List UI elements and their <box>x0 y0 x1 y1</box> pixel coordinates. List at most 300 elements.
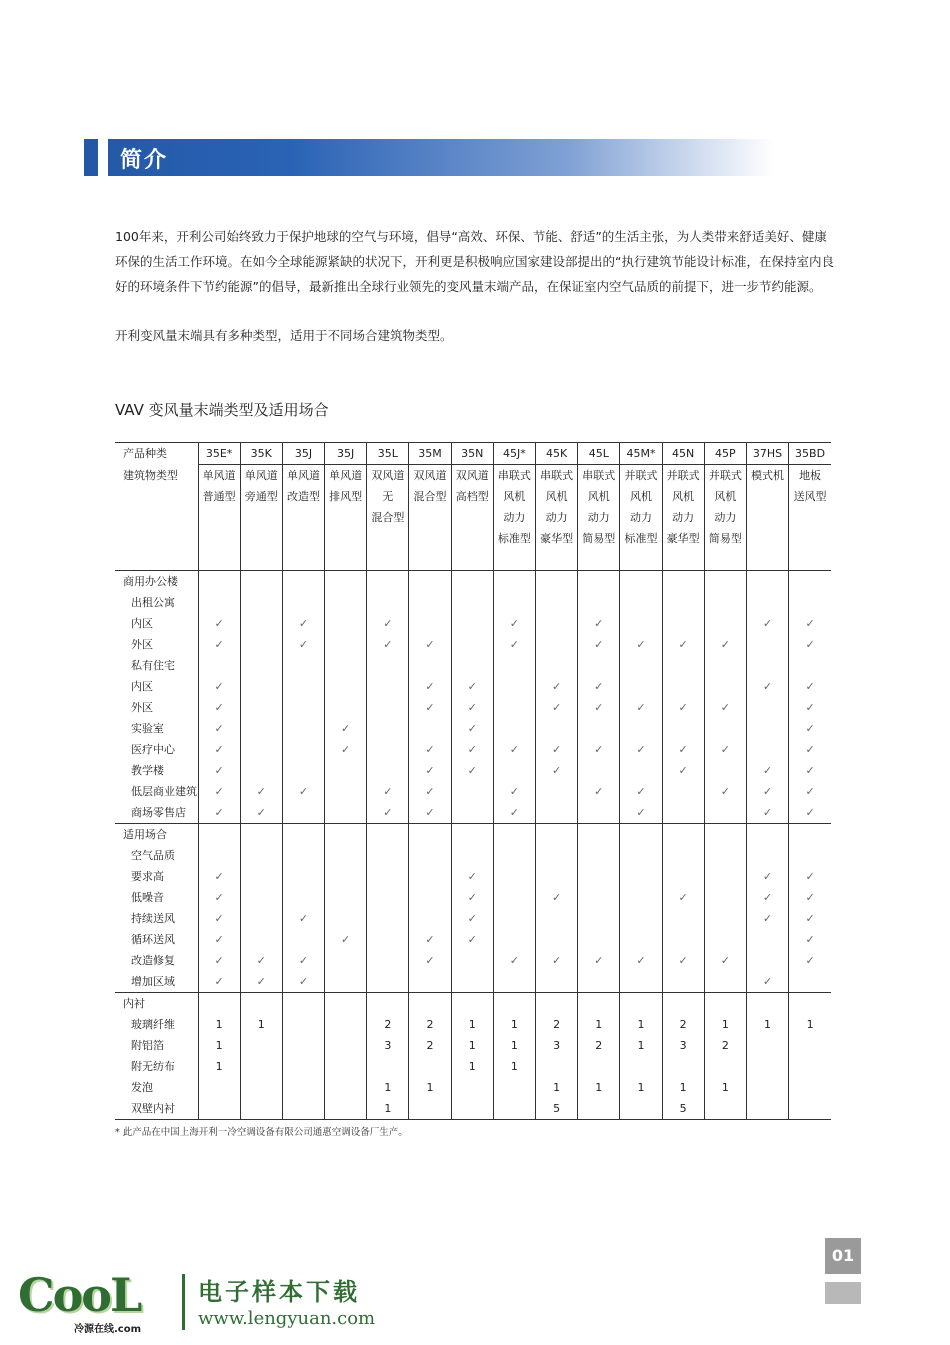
table-cell <box>198 571 240 593</box>
table-cell <box>325 571 367 593</box>
table-cell <box>409 908 451 929</box>
product-description-line: 单风道 <box>329 469 363 482</box>
table-cell <box>578 866 620 887</box>
intro-paragraph-2: 开利变风量末端具有多种类型，适用于不同场合建筑物类型。 <box>115 328 453 343</box>
table-cell <box>282 1056 324 1077</box>
table-cell <box>536 845 578 866</box>
check-mark: ✓ <box>325 739 367 760</box>
product-code: 45J* <box>493 443 535 465</box>
check-mark: ✓ <box>240 802 282 824</box>
table-cell <box>198 993 240 1015</box>
check-mark: ✓ <box>620 950 662 971</box>
check-mark: ✓ <box>198 739 240 760</box>
vav-type-table <box>115 442 831 1120</box>
row-label: 持续送风 <box>131 912 175 925</box>
product-code: 45M* <box>620 443 662 465</box>
table-cell <box>451 845 493 866</box>
table-cell <box>282 929 324 950</box>
table-cell <box>746 592 788 613</box>
table-cell <box>620 613 662 634</box>
check-mark: ✓ <box>789 887 831 908</box>
check-mark: ✓ <box>409 781 451 802</box>
table-cell <box>704 718 746 739</box>
product-description-line: 简易型 <box>708 532 742 545</box>
product-description <box>536 465 578 571</box>
table-cell <box>367 908 409 929</box>
table-cell <box>325 824 367 846</box>
check-mark: ✓ <box>746 971 788 993</box>
table-cell <box>536 655 578 676</box>
table-cell <box>536 908 578 929</box>
check-mark: ✓ <box>746 908 788 929</box>
table-cell <box>493 676 535 697</box>
check-mark: ✓ <box>198 802 240 824</box>
row-label: 出租公寓 <box>131 596 175 609</box>
table-cell <box>282 824 324 846</box>
table-cell: 1 <box>578 1077 620 1098</box>
table-cell <box>789 993 831 1015</box>
table-cell <box>240 908 282 929</box>
table-cell <box>282 718 324 739</box>
table-cell <box>662 1056 704 1077</box>
product-description-line: 单风道 <box>286 469 320 482</box>
table-cell <box>746 634 788 655</box>
row-label: 商场零售店 <box>131 806 186 819</box>
table-cell <box>451 971 493 993</box>
table-cell <box>451 571 493 593</box>
table-cell <box>240 697 282 718</box>
check-mark: ✓ <box>536 739 578 760</box>
table-cell: 1 <box>704 1014 746 1035</box>
product-description-line: 单风道 <box>244 469 278 482</box>
table-cell <box>409 845 451 866</box>
table-row <box>115 802 831 824</box>
table-cell <box>578 971 620 993</box>
table-cell <box>282 655 324 676</box>
product-description-line: 改造型 <box>286 490 320 503</box>
table-cell <box>240 866 282 887</box>
check-mark: ✓ <box>198 887 240 908</box>
table-cell <box>451 1098 493 1120</box>
product-description-line: 动力 <box>714 511 737 524</box>
check-mark: ✓ <box>789 760 831 781</box>
table-cell <box>704 676 746 697</box>
table-cell <box>704 929 746 950</box>
table-cell <box>746 571 788 593</box>
table-cell <box>536 993 578 1015</box>
product-description <box>746 465 788 571</box>
check-mark: ✓ <box>789 802 831 824</box>
row-label: 增加区域 <box>131 975 175 988</box>
check-mark: ✓ <box>789 718 831 739</box>
table-cell <box>282 571 324 593</box>
table-cell <box>704 592 746 613</box>
row-label: 空气品质 <box>131 849 175 862</box>
table-cell: 1 <box>620 1035 662 1056</box>
table-cell <box>536 592 578 613</box>
check-mark: ✓ <box>493 802 535 824</box>
table-cell <box>746 1098 788 1120</box>
product-description-line: 风机 <box>587 490 610 503</box>
check-mark: ✓ <box>451 697 493 718</box>
table-cell <box>578 929 620 950</box>
table-cell <box>493 1098 535 1120</box>
table-cell <box>493 592 535 613</box>
table-cell <box>704 993 746 1015</box>
table-cell: 1 <box>493 1014 535 1035</box>
check-mark: ✓ <box>325 929 367 950</box>
table-cell: 1 <box>620 1077 662 1098</box>
table-cell <box>704 866 746 887</box>
check-mark: ✓ <box>578 613 620 634</box>
product-description-line: 双风道 <box>413 469 447 482</box>
table-cell <box>282 739 324 760</box>
check-mark: ✓ <box>789 634 831 655</box>
table-cell: 1 <box>662 1077 704 1098</box>
row-label: 医疗中心 <box>131 743 175 756</box>
table-cell <box>325 1077 367 1098</box>
table-cell <box>704 887 746 908</box>
check-mark: ✓ <box>325 718 367 739</box>
check-mark: ✓ <box>789 697 831 718</box>
section-banner <box>84 139 774 176</box>
product-description-line: 风机 <box>629 490 652 503</box>
table-cell <box>704 908 746 929</box>
table-cell <box>282 1098 324 1120</box>
table-cell <box>746 950 788 971</box>
table-cell <box>662 571 704 593</box>
table-cell <box>578 993 620 1015</box>
product-description-line: 动力 <box>503 511 526 524</box>
table-cell: 1 <box>746 1014 788 1035</box>
check-mark: ✓ <box>620 634 662 655</box>
check-mark: ✓ <box>789 866 831 887</box>
table-cell <box>325 866 367 887</box>
product-code: 35BD <box>789 443 831 465</box>
table-cell <box>367 950 409 971</box>
check-mark: ✓ <box>789 781 831 802</box>
table-row <box>115 1056 831 1077</box>
table-cell <box>240 655 282 676</box>
check-mark: ✓ <box>746 887 788 908</box>
check-mark: ✓ <box>578 739 620 760</box>
table-cell <box>325 845 367 866</box>
table-cell <box>578 592 620 613</box>
check-mark: ✓ <box>451 760 493 781</box>
product-description <box>198 465 240 571</box>
table-cell <box>367 824 409 846</box>
table-cell: 1 <box>789 1014 831 1035</box>
product-description-line: 并联式 <box>666 469 700 482</box>
table-cell <box>451 655 493 676</box>
table-row <box>115 887 831 908</box>
table-cell <box>240 1098 282 1120</box>
check-mark: ✓ <box>578 781 620 802</box>
table-cell <box>325 781 367 802</box>
table-cell: 1 <box>198 1035 240 1056</box>
row-label: 实验室 <box>131 722 164 735</box>
table-cell <box>578 824 620 846</box>
check-mark: ✓ <box>409 929 451 950</box>
check-mark: ✓ <box>451 718 493 739</box>
row-label: 私有住宅 <box>131 659 175 672</box>
table-cell <box>282 802 324 824</box>
table-cell <box>620 718 662 739</box>
product-description-line: 并联式 <box>708 469 742 482</box>
product-description <box>704 465 746 571</box>
table-cell: 5 <box>662 1098 704 1120</box>
table-cell <box>493 866 535 887</box>
product-code: 45P <box>704 443 746 465</box>
check-mark: ✓ <box>662 634 704 655</box>
table-cell <box>367 929 409 950</box>
check-mark: ✓ <box>789 613 831 634</box>
section-title: 简介 <box>120 148 169 173</box>
table-cell <box>451 613 493 634</box>
product-description-line: 动力 <box>629 511 652 524</box>
table-cell <box>536 571 578 593</box>
check-mark: ✓ <box>662 739 704 760</box>
row-label: 外区 <box>131 701 153 714</box>
table-cell <box>620 993 662 1015</box>
check-mark: ✓ <box>282 613 324 634</box>
row-label: 附无纺布 <box>131 1060 175 1073</box>
product-description <box>620 465 662 571</box>
table-cell <box>620 1056 662 1077</box>
table-cell <box>536 781 578 802</box>
table-cell <box>662 802 704 824</box>
page-number-bar <box>825 1282 861 1304</box>
product-code: 35J <box>282 443 324 465</box>
table-row <box>115 971 831 993</box>
table-cell <box>325 1035 367 1056</box>
check-mark: ✓ <box>536 950 578 971</box>
table-cell <box>662 993 704 1015</box>
table-cell <box>789 845 831 866</box>
product-description-line: 动力 <box>587 511 610 524</box>
table-cell <box>451 634 493 655</box>
check-mark: ✓ <box>409 697 451 718</box>
table-cell <box>367 571 409 593</box>
check-mark: ✓ <box>789 929 831 950</box>
table-cell: 2 <box>578 1035 620 1056</box>
table-cell: 1 <box>451 1014 493 1035</box>
row-label: 低噪音 <box>131 891 164 904</box>
table-cell: 3 <box>662 1035 704 1056</box>
check-mark: ✓ <box>704 634 746 655</box>
table-cell <box>662 866 704 887</box>
check-mark: ✓ <box>198 718 240 739</box>
table-cell <box>704 845 746 866</box>
table-cell <box>620 824 662 846</box>
table-cell: 2 <box>704 1035 746 1056</box>
product-description <box>789 465 831 571</box>
table-cell <box>578 1098 620 1120</box>
table-cell <box>493 718 535 739</box>
table-cell <box>451 1077 493 1098</box>
product-description-line: 标准型 <box>624 532 658 545</box>
table-cell <box>493 697 535 718</box>
check-mark: ✓ <box>536 676 578 697</box>
table-row <box>115 676 831 697</box>
check-mark: ✓ <box>746 760 788 781</box>
table-cell <box>409 1098 451 1120</box>
check-mark: ✓ <box>662 760 704 781</box>
product-description <box>240 465 282 571</box>
check-mark: ✓ <box>493 613 535 634</box>
table-cell <box>451 592 493 613</box>
product-code: 35K <box>240 443 282 465</box>
table-cell <box>789 1035 831 1056</box>
table-cell <box>325 887 367 908</box>
table-cell <box>536 1056 578 1077</box>
table-cell <box>240 613 282 634</box>
product-description-line: 豪华型 <box>540 532 574 545</box>
table-cell <box>789 571 831 593</box>
product-description-line: 混合型 <box>371 511 405 524</box>
table-cell <box>325 1056 367 1077</box>
table-cell <box>409 993 451 1015</box>
product-description-line: 风机 <box>672 490 695 503</box>
table-cell <box>240 993 282 1015</box>
table-cell <box>325 697 367 718</box>
table-cell <box>704 1098 746 1120</box>
table-cell <box>367 993 409 1015</box>
table-cell <box>493 993 535 1015</box>
check-mark: ✓ <box>198 866 240 887</box>
table-cell <box>662 781 704 802</box>
table-row <box>115 1077 831 1098</box>
check-mark: ✓ <box>198 697 240 718</box>
product-description-line: 风机 <box>545 490 568 503</box>
table-cell <box>282 697 324 718</box>
table-cell: 1 <box>367 1077 409 1098</box>
table-title: VAV 变风量末端类型及适用场合 <box>115 401 329 419</box>
table-cell <box>789 655 831 676</box>
product-description <box>282 465 324 571</box>
check-mark: ✓ <box>198 781 240 802</box>
check-mark: ✓ <box>198 613 240 634</box>
product-description-line: 动力 <box>672 511 695 524</box>
table-cell <box>282 845 324 866</box>
product-description-line: 风机 <box>503 490 526 503</box>
check-mark: ✓ <box>240 950 282 971</box>
table-cell <box>746 718 788 739</box>
table-cell <box>367 760 409 781</box>
product-description-line: 串联式 <box>582 469 616 482</box>
table-cell <box>578 1056 620 1077</box>
table-cell <box>282 592 324 613</box>
product-description-line: 混合型 <box>413 490 447 503</box>
check-mark: ✓ <box>409 802 451 824</box>
table-cell <box>409 571 451 593</box>
table-cell <box>325 908 367 929</box>
table-cell <box>746 739 788 760</box>
table-cell: 3 <box>367 1035 409 1056</box>
table-cell <box>662 592 704 613</box>
product-description <box>493 465 535 571</box>
table-cell <box>536 824 578 846</box>
check-mark: ✓ <box>620 802 662 824</box>
check-mark: ✓ <box>578 950 620 971</box>
table-row <box>115 760 831 781</box>
table-cell: 1 <box>493 1056 535 1077</box>
table-cell <box>662 929 704 950</box>
check-mark: ✓ <box>240 781 282 802</box>
check-mark: ✓ <box>493 781 535 802</box>
table-cell <box>662 613 704 634</box>
check-mark: ✓ <box>198 676 240 697</box>
check-mark: ✓ <box>493 950 535 971</box>
table-cell <box>620 887 662 908</box>
table-cell <box>367 592 409 613</box>
table-cell <box>325 634 367 655</box>
table-cell <box>704 655 746 676</box>
table-cell <box>282 1014 324 1035</box>
table-cell <box>367 971 409 993</box>
table-row <box>115 845 831 866</box>
table-cell: 3 <box>536 1035 578 1056</box>
table-row <box>115 739 831 760</box>
table-cell: 1 <box>451 1035 493 1056</box>
product-description-line: 并联式 <box>624 469 658 482</box>
table-cell <box>240 571 282 593</box>
table-cell <box>662 971 704 993</box>
check-mark: ✓ <box>451 887 493 908</box>
table-cell <box>746 1077 788 1098</box>
footnote: * 此产品在中国上海开利一冷空调设备有限公司通惠空调设备厂生产。 <box>115 1127 408 1138</box>
product-description-line: 动力 <box>545 511 568 524</box>
product-description <box>409 465 451 571</box>
table-cell <box>620 760 662 781</box>
check-mark: ✓ <box>409 950 451 971</box>
table-cell <box>367 718 409 739</box>
row-label: 附铝箔 <box>131 1039 164 1052</box>
table-cell <box>704 571 746 593</box>
product-code: 35E* <box>198 443 240 465</box>
table-cell <box>240 634 282 655</box>
table-cell <box>409 1056 451 1077</box>
table-cell <box>198 1098 240 1120</box>
table-cell <box>789 1077 831 1098</box>
table-cell <box>493 971 535 993</box>
table-cell <box>789 824 831 846</box>
table-cell <box>409 887 451 908</box>
table-row <box>115 866 831 887</box>
table-cell <box>746 993 788 1015</box>
check-mark: ✓ <box>198 971 240 993</box>
intro-text <box>115 224 835 348</box>
table-cell <box>367 1056 409 1077</box>
table-cell <box>493 760 535 781</box>
product-description-line: 无 <box>382 490 394 503</box>
product-code: 35N <box>451 443 493 465</box>
row-label: 教学楼 <box>131 764 164 777</box>
table-cell <box>451 781 493 802</box>
table-cell <box>325 676 367 697</box>
check-mark: ✓ <box>620 781 662 802</box>
row-label: 内区 <box>131 680 153 693</box>
page-number: 01 <box>825 1238 861 1274</box>
product-code: 45N <box>662 443 704 465</box>
table-cell <box>325 971 367 993</box>
table-cell <box>240 676 282 697</box>
table-cell <box>620 845 662 866</box>
check-mark: ✓ <box>578 676 620 697</box>
check-mark: ✓ <box>282 634 324 655</box>
logo-wordmark: CooL <box>18 1268 141 1322</box>
table-cell: 2 <box>536 1014 578 1035</box>
